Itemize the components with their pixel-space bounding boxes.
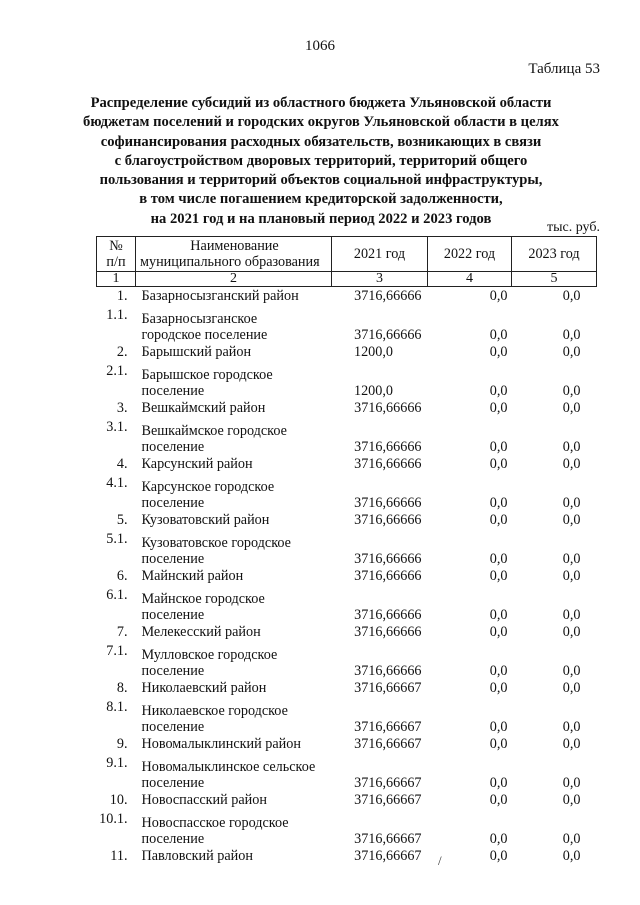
value-2023: 0,0 xyxy=(562,495,581,511)
value-2023: 0,0 xyxy=(562,736,581,752)
value-2021: 3716,66666 xyxy=(354,439,422,455)
value-2022: 0,0 xyxy=(489,400,508,416)
value-2023: 0,0 xyxy=(562,383,581,399)
municipality-name-line: Мулловское городское xyxy=(141,647,278,663)
value-2023: 0,0 xyxy=(562,607,581,623)
municipality-name-line: Вешкаймское городское xyxy=(141,423,287,439)
table-row xyxy=(97,343,597,362)
value-2022: 0,0 xyxy=(489,831,508,847)
value-2021: 3716,66667 xyxy=(354,831,422,847)
value-2021: 3716,66666 xyxy=(354,551,422,567)
municipality-name-line: Вешкаймский район xyxy=(141,400,266,416)
column-index: 2 xyxy=(136,272,332,287)
municipality-name-line: Базарносызганский район xyxy=(141,288,299,304)
municipality-name xyxy=(136,530,332,567)
table-row xyxy=(97,679,597,698)
value-2022: 0,0 xyxy=(489,663,508,679)
municipality-name xyxy=(136,679,332,698)
value-2021: 3716,66666 xyxy=(354,624,422,640)
row-number: 2.1. xyxy=(106,363,128,379)
value-2021: 3716,66666 xyxy=(354,512,422,528)
row-number: 10. xyxy=(109,792,128,808)
row-number: 6. xyxy=(116,568,128,584)
header-number xyxy=(97,237,136,272)
municipality-name-line: поселение xyxy=(141,551,205,567)
municipality-name-line: Кузоватовское городское xyxy=(141,535,291,551)
municipality-name-line: Базарносызганское xyxy=(141,311,258,327)
value-2021: 1200,0 xyxy=(353,383,393,399)
value-2022: 0,0 xyxy=(489,607,508,623)
municipality-name xyxy=(136,418,332,455)
municipality-name-line: поселение xyxy=(141,439,205,455)
table-row xyxy=(97,623,597,642)
table-row xyxy=(97,474,597,511)
row-number: 3.1. xyxy=(106,419,128,435)
municipality-name-line: Новоспасский район xyxy=(141,792,267,808)
page-number: 1066 xyxy=(305,38,335,54)
table-row xyxy=(97,418,597,455)
value-2022: 0,0 xyxy=(489,551,508,567)
table-row xyxy=(97,362,597,399)
row-number: 4. xyxy=(116,456,128,472)
value-2023: 0,0 xyxy=(562,719,581,735)
title-line: софинансирования расходных обязательств, возникающих в связи xyxy=(100,133,542,150)
title-line: в том числе погашением кредиторской задолженности, xyxy=(139,191,503,208)
municipality-name-line: поселение xyxy=(141,607,205,623)
municipality-name-line: поселение xyxy=(141,775,205,791)
municipality-name xyxy=(136,362,332,399)
column-index-row xyxy=(97,272,597,287)
row-number: 6.1. xyxy=(106,587,128,603)
table-row xyxy=(97,306,597,343)
value-2021: 3716,66667 xyxy=(354,775,422,791)
municipality-name xyxy=(136,586,332,623)
table-row xyxy=(97,754,597,791)
table-label: Таблица 53 xyxy=(528,61,600,77)
value-2022: 0,0 xyxy=(489,792,508,808)
municipality-name xyxy=(136,847,332,866)
value-2022: 0,0 xyxy=(489,327,508,343)
value-2022: 0,0 xyxy=(489,568,508,584)
value-2022: 0,0 xyxy=(489,495,508,511)
municipality-name-line: поселение xyxy=(141,383,205,399)
value-2023: 0,0 xyxy=(562,663,581,679)
value-2022: 0,0 xyxy=(489,512,508,528)
value-2023: 0,0 xyxy=(562,680,581,696)
value-2021: 3716,66666 xyxy=(354,568,422,584)
value-2022: 0,0 xyxy=(489,775,508,791)
row-number: 7.1. xyxy=(106,643,128,659)
municipality-name-line: поселение xyxy=(141,719,205,735)
value-2023: 0,0 xyxy=(562,792,581,808)
header-year-2021: 2021 год xyxy=(332,237,428,272)
column-index: 5 xyxy=(512,272,597,287)
value-2022: 0,0 xyxy=(489,680,508,696)
value-2022: 0,0 xyxy=(489,719,508,735)
header-year-2022: 2022 год xyxy=(428,237,512,272)
municipality-name xyxy=(136,474,332,511)
value-2022: 0,0 xyxy=(489,344,508,360)
municipality-name xyxy=(136,567,332,586)
title-line: бюджетам поселений и городских округов Ульяновской области в целях xyxy=(83,114,559,131)
column-index: 4 xyxy=(428,272,512,287)
table-row xyxy=(97,567,597,586)
value-2022: 0,0 xyxy=(489,624,508,640)
table-row xyxy=(97,735,597,754)
value-2021: 3716,66667 xyxy=(354,680,422,696)
column-index: 3 xyxy=(332,272,428,287)
municipality-name xyxy=(136,791,332,810)
handwritten-mark: / xyxy=(438,853,442,868)
value-2023: 0,0 xyxy=(562,327,581,343)
row-number: 9. xyxy=(116,736,128,752)
municipality-name-line: Барышский район xyxy=(141,344,252,360)
row-number: 8. xyxy=(116,680,128,696)
value-2021: 3716,66666 xyxy=(354,607,422,623)
municipality-name xyxy=(136,642,332,679)
value-2021: 3716,66666 xyxy=(354,288,422,304)
value-2022: 0,0 xyxy=(489,736,508,752)
document-title xyxy=(60,94,582,229)
row-number: 11. xyxy=(110,848,128,864)
municipality-name xyxy=(136,754,332,791)
municipality-name-line: поселение xyxy=(141,495,205,511)
row-number: 1.1. xyxy=(106,307,128,323)
value-2023: 0,0 xyxy=(562,831,581,847)
row-number: 5.1. xyxy=(106,531,128,547)
value-2023: 0,0 xyxy=(562,848,581,864)
table-row xyxy=(97,642,597,679)
value-2022: 0,0 xyxy=(489,848,508,864)
value-2023: 0,0 xyxy=(562,568,581,584)
table-row xyxy=(97,810,597,847)
municipality-name xyxy=(136,287,332,307)
value-2022: 0,0 xyxy=(489,383,508,399)
municipality-name-line: Майнский район xyxy=(141,568,244,584)
table-row xyxy=(97,698,597,735)
value-2023: 0,0 xyxy=(562,775,581,791)
municipality-name xyxy=(136,306,332,343)
title-line: на 2021 год и на плановый период 2022 и 2023 годов xyxy=(150,210,492,227)
municipality-name xyxy=(136,810,332,847)
value-2022: 0,0 xyxy=(489,288,508,304)
municipality-name xyxy=(136,511,332,530)
title-line: пользования и территорий объектов социальной инфраструктуры, xyxy=(99,172,543,189)
value-2023: 0,0 xyxy=(562,512,581,528)
title-line: Распределение субсидий из областного бюджета Ульяновской области xyxy=(90,95,552,111)
value-2021: 3716,66667 xyxy=(354,719,422,735)
header-name-line2: муниципального образования xyxy=(140,254,320,270)
table-row xyxy=(97,511,597,530)
row-number: 1. xyxy=(116,288,128,304)
units-label: тыс. руб. xyxy=(547,220,600,235)
title-line: с благоустройством дворовых территорий, территорий общего xyxy=(114,152,528,169)
municipality-name-line: Барышское городское xyxy=(141,367,273,383)
municipality-name-line: Павловский район xyxy=(141,848,253,864)
column-index: 1 xyxy=(97,272,136,287)
table-header-row xyxy=(97,237,597,272)
row-number: 10.1. xyxy=(99,811,128,827)
municipality-name-line: Мелекесский район xyxy=(141,624,261,640)
municipality-name xyxy=(136,399,332,418)
value-2022: 0,0 xyxy=(489,456,508,472)
municipality-name-line: Майнское городское xyxy=(141,591,265,607)
table-body xyxy=(97,287,597,867)
table-row xyxy=(97,586,597,623)
municipality-name-line: Новоспасское городское xyxy=(141,815,289,831)
municipality-name-line: Карсунский район xyxy=(141,456,253,472)
value-2021: 3716,66666 xyxy=(354,663,422,679)
value-2021: 3716,66667 xyxy=(354,848,422,864)
row-number: 9.1. xyxy=(106,755,128,771)
municipality-name-line: Новомалыклинский район xyxy=(141,736,301,752)
municipality-name xyxy=(136,455,332,474)
table-row xyxy=(97,530,597,567)
municipality-name xyxy=(136,343,332,362)
table-row xyxy=(97,399,597,418)
table-row xyxy=(97,847,597,866)
header-year-2023: 2023 год xyxy=(512,237,597,272)
value-2021: 3716,66667 xyxy=(354,792,422,808)
municipality-name-line: Карсунское городское xyxy=(141,479,275,495)
row-number: 7. xyxy=(116,624,128,640)
header-name xyxy=(136,237,332,272)
municipality-name xyxy=(136,623,332,642)
municipality-name-line: Николаевское городское xyxy=(141,703,288,719)
row-number: 3. xyxy=(116,400,128,416)
municipality-name-line: городское поселение xyxy=(141,327,268,343)
value-2023: 0,0 xyxy=(562,344,581,360)
municipality-name-line: поселение xyxy=(141,831,205,847)
value-2021: 3716,66666 xyxy=(354,327,422,343)
table-row xyxy=(97,791,597,810)
row-number: 5. xyxy=(116,512,128,528)
value-2021: 1200,0 xyxy=(353,344,393,360)
header-number-abbr: п/п xyxy=(106,254,126,270)
value-2021: 3716,66666 xyxy=(354,400,422,416)
value-2022: 0,0 xyxy=(489,439,508,455)
header-name-line1: Наименование xyxy=(190,238,279,254)
municipality-name xyxy=(136,735,332,754)
header-number-symbol: № xyxy=(109,238,123,254)
value-2023: 0,0 xyxy=(562,439,581,455)
subsidy-table xyxy=(96,236,597,866)
row-number: 8.1. xyxy=(106,699,128,715)
value-2023: 0,0 xyxy=(562,624,581,640)
municipality-name-line: Николаевский район xyxy=(141,680,267,696)
value-2021: 3716,66666 xyxy=(354,495,422,511)
municipality-name-line: Кузоватовский район xyxy=(141,512,270,528)
value-2021: 3716,66667 xyxy=(354,736,422,752)
municipality-name-line: Новомалыклинское сельское xyxy=(141,759,316,775)
row-number: 2. xyxy=(116,344,128,360)
table-row xyxy=(97,455,597,474)
value-2021: 3716,66666 xyxy=(354,456,422,472)
value-2023: 0,0 xyxy=(562,551,581,567)
value-2023: 0,0 xyxy=(562,456,581,472)
value-2023: 0,0 xyxy=(562,288,581,304)
municipality-name xyxy=(136,698,332,735)
municipality-name-line: поселение xyxy=(141,663,205,679)
table-row xyxy=(97,287,597,307)
value-2023: 0,0 xyxy=(562,400,581,416)
row-number: 4.1. xyxy=(106,475,128,491)
